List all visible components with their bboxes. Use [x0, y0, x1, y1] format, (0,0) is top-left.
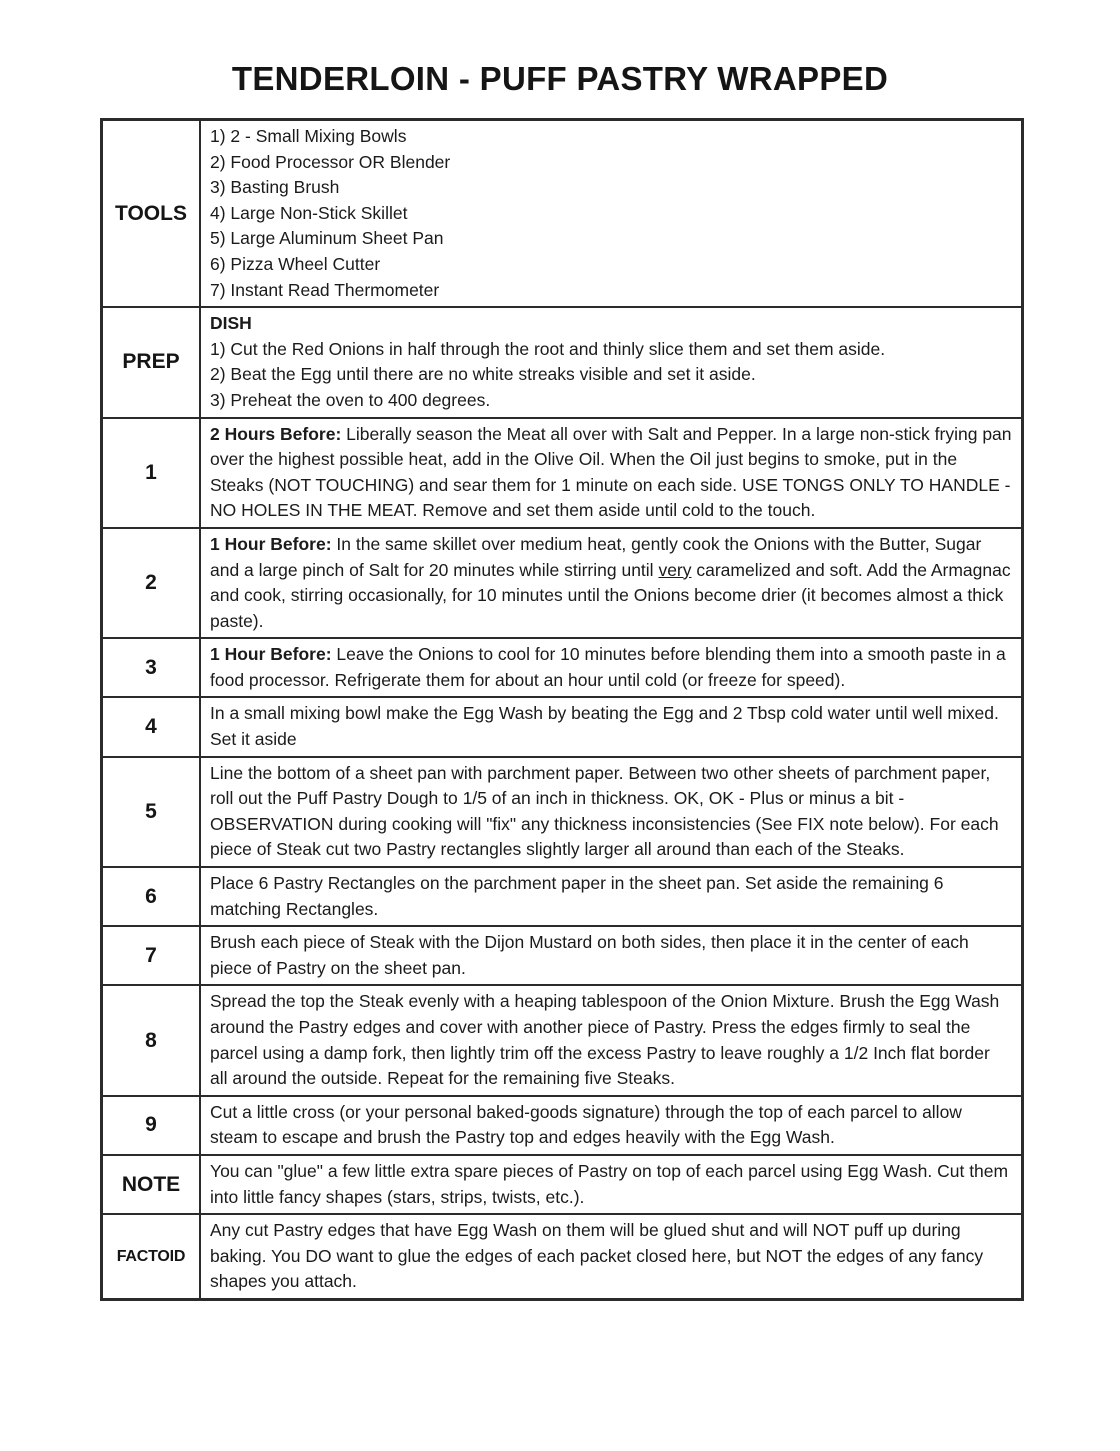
row-label: FACTOID [102, 1214, 201, 1299]
row-label: 2 [102, 528, 201, 638]
row-content [200, 418, 1023, 528]
table-row [102, 120, 1023, 308]
row-content [200, 697, 1023, 756]
text-segment: Line the bottom of a sheet pan with parchment paper. Between two other sheets of parchment paper, roll out the Puff Pastry Dough to 1/5 of an inch in thickness. OK, OK - Plus or minus a bit - OBSERVATION during cooking will "fix" any thickness inconsistencies (See FIX note below). For each piece of Steak cut two Pastry rectangles slightly larger all around than each of the Steaks. [210, 762, 999, 860]
text-segment: 5) Large Aluminum Sheet Pan [210, 228, 444, 249]
recipe-table [100, 118, 1024, 1301]
bold-text: DISH [210, 313, 252, 334]
row-content [200, 638, 1023, 697]
text-segment: Leave the Onions to cool for 10 minutes before blending them into a smooth paste in a food processor. Refrigerate them for about an hour until cold (or freeze for speed). [210, 644, 1006, 690]
table-row [102, 926, 1023, 985]
row-content [200, 1214, 1023, 1299]
text-segment: 2) Food Processor OR Blender [210, 151, 451, 172]
text-segment: 3) Basting Brush [210, 177, 340, 198]
text-segment: In the same skillet over medium heat, gently cook the Onions with the Butter, Sugar and a large pinch of Salt for 20 minutes while stirring until [210, 533, 982, 580]
table-row [102, 757, 1023, 867]
table-row [102, 867, 1023, 926]
row-label: 5 [102, 757, 201, 867]
row-label: PREP [102, 307, 201, 417]
table-row [102, 1214, 1023, 1299]
table-row [102, 1096, 1023, 1155]
text-segment: 3) Preheat the oven to 400 degrees. [210, 389, 491, 410]
row-content [200, 985, 1023, 1095]
underlined-text: very [658, 559, 692, 580]
text-segment: 4) Large Non-Stick Skillet [210, 202, 408, 223]
row-label: 6 [102, 867, 201, 926]
row-content [200, 307, 1023, 417]
row-content [200, 120, 1023, 308]
row-label: 9 [102, 1096, 201, 1155]
table-row [102, 697, 1023, 756]
row-label: 7 [102, 926, 201, 985]
row-content [200, 867, 1023, 926]
table-row [102, 638, 1023, 697]
text-segment: Place 6 Pastry Rectangles on the parchment paper in the sheet pan. Set aside the remaining 6 matching Rectangles. [210, 873, 944, 919]
row-content [200, 1096, 1023, 1155]
row-content [200, 528, 1023, 638]
row-label: 1 [102, 418, 201, 528]
bold-text: 1 Hour Before: [210, 533, 332, 554]
row-label: TOOLS [102, 120, 201, 308]
text-segment: caramelized and soft. Add the Armagnac and cook, stirring occasionally, for 10 minutes until the Onions become drier (it becomes almost a thick paste). [210, 559, 1011, 631]
text-segment: You can "glue" a few little extra spare pieces of Pastry on top of each parcel using Egg Wash. Cut them into little fancy shapes (stars, strips, twists, etc.). [210, 1160, 1009, 1207]
text-segment: 6) Pizza Wheel Cutter [210, 253, 381, 274]
table-row [102, 418, 1023, 528]
row-label: NOTE [102, 1155, 201, 1214]
bold-text: 1 Hour Before: [210, 644, 332, 665]
table-row [102, 1155, 1023, 1214]
text-segment: 1) 2 - Small Mixing Bowls [210, 126, 407, 146]
row-label: 8 [102, 985, 201, 1095]
table-row [102, 985, 1023, 1095]
row-label: 4 [102, 697, 201, 756]
text-segment: Any cut Pastry edges that have Egg Wash on them will be glued shut and will NOT puff up during baking. You DO want to glue the edges of each packet closed here, but NOT the edges of any fancy shapes you attach. [210, 1220, 984, 1292]
row-content [200, 757, 1023, 867]
table-row [102, 528, 1023, 638]
row-label: 3 [102, 638, 201, 697]
row-content [200, 926, 1023, 985]
text-segment: Liberally season the Meat all over with Salt and Pepper. In a large non-stick frying pan over the highest possible heat, add in the Olive Oil. When the Oil just begins to smoke, put in the Steaks (NOT TOUCHING) and sear them for 1 minute on each side. USE TONGS ONLY TO HANDLE - NO HOLES IN THE MEAT. Remove and set them aside until cold to the touch. [210, 423, 1012, 521]
text-segment: Brush each piece of Steak with the Dijon Mustard on both sides, then place it in the center of each piece of Pastry on the sheet pan. [210, 932, 969, 978]
text-segment: In a small mixing bowl make the Egg Wash by beating the Egg and 2 Tbsp cold water until well mixed. Set it aside [210, 703, 999, 750]
recipe-table-body [102, 120, 1023, 1300]
text-segment: 1) Cut the Red Onions in half through the root and thinly slice them and set them aside. [210, 338, 886, 359]
table-row [102, 307, 1023, 417]
row-content [200, 1155, 1023, 1214]
text-segment: Cut a little cross (or your personal baked-goods signature) through the top of each parcel to allow steam to escape and brush the Pastry top and edges heavily with the Egg Wash. [210, 1101, 962, 1148]
text-segment: Spread the top the Steak evenly with a heaping tablespoon of the Onion Mixture. Brush the Egg Wash around the Pastry edges and cover with another piece of Pastry. Press the edges firmly to seal the parcel using a damp fork, then lightly trim off the excess Pastry to leave roughly a 1/2 Inch flat border all around the outside. Repeat for the remaining five Steaks. [210, 991, 1000, 1089]
text-segment: 7) Instant Read Thermometer [210, 279, 440, 300]
page-title: TENDERLOIN - PUFF PASTRY WRAPPED [231, 60, 889, 97]
bold-text: 2 Hours Before: [210, 423, 342, 444]
text-segment: 2) Beat the Egg until there are no white streaks visible and set it aside. [210, 364, 756, 385]
